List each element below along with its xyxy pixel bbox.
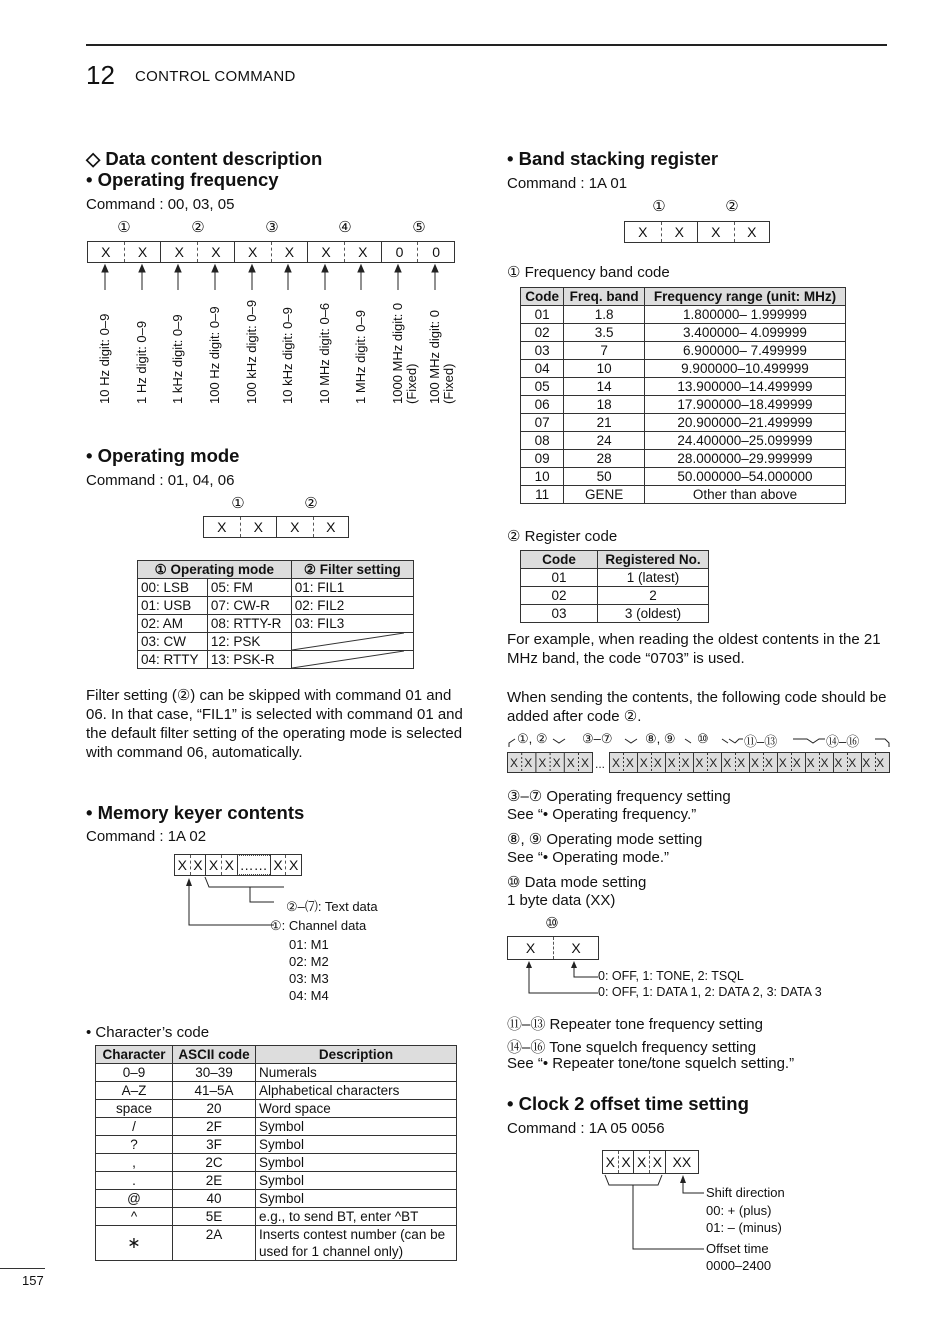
sequence-cell: X xyxy=(524,756,533,770)
cell: 01 xyxy=(521,306,564,324)
clock-cell: X xyxy=(618,1151,634,1173)
band-code-boxes xyxy=(624,221,770,243)
example-paragraph: For example, when reading the oldest contents in the 21 MHz band, the code “0703” is used. xyxy=(507,631,881,667)
filter-header: ② Filter setting xyxy=(291,561,413,579)
table-row xyxy=(521,306,846,324)
band-marker-2: ② xyxy=(725,198,739,215)
cell: 7 xyxy=(564,342,645,360)
cell: 21 xyxy=(564,414,645,432)
freq-label: 10 kHz digit: 0–9 xyxy=(280,307,295,404)
page-number-rule xyxy=(0,1268,45,1269)
column-header: Code xyxy=(521,551,598,569)
table-row xyxy=(138,615,414,633)
cell: ∗ xyxy=(96,1226,173,1261)
keyer-text-data: ②–⑺: Text data xyxy=(286,899,378,914)
cell: 9.900000–10.499999 xyxy=(644,360,845,378)
clock-cell: X xyxy=(633,1151,649,1173)
clock-cell: X xyxy=(605,1154,615,1170)
table-row xyxy=(96,1064,457,1082)
sequence-cell: X xyxy=(509,756,519,770)
cell: 2C xyxy=(173,1154,256,1172)
cell: Symbol xyxy=(256,1154,457,1172)
cell: 1.800000– 1.999999 xyxy=(644,306,845,324)
freq-cell: X xyxy=(101,244,111,260)
cell: 18 xyxy=(564,396,645,414)
table-row xyxy=(521,468,846,486)
cell: Alphabetical characters xyxy=(256,1082,457,1100)
freq-cell: X xyxy=(234,242,271,262)
seq-label: ①, ② xyxy=(517,731,548,746)
sequence-cell: X xyxy=(552,756,561,770)
seq-label: ⑭–⑯ xyxy=(826,734,860,749)
column-header: Description xyxy=(256,1046,457,1064)
sequence-cell: X xyxy=(792,756,801,770)
table-row xyxy=(138,633,414,651)
cell: Symbol xyxy=(256,1136,457,1154)
table-row xyxy=(521,486,846,504)
seq-label: ⑧, ⑨ xyxy=(645,731,676,746)
repeater-tone-text: ⑪–⑬ Repeater tone frequency setting xyxy=(507,1016,763,1033)
table-row xyxy=(96,1208,457,1226)
marker-5: ⑤ xyxy=(412,219,426,236)
freq-cell: 0 xyxy=(417,242,454,262)
cell: 04 xyxy=(521,360,564,378)
cell: 30–39 xyxy=(173,1064,256,1082)
keyer-cell: X xyxy=(177,857,187,873)
freq-label: 1 MHz digit: 0–9 xyxy=(353,310,368,404)
character-code-title: • Character’s code xyxy=(86,1024,210,1041)
sequence-cell: X xyxy=(639,756,648,770)
column-header: Frequency range (unit: MHz) xyxy=(644,288,845,306)
table-row xyxy=(521,360,846,378)
register-code-caption: ② Register code xyxy=(507,528,618,545)
sequence-cell: X xyxy=(764,756,773,770)
cell: 05 xyxy=(521,378,564,396)
table-row xyxy=(96,1136,457,1154)
freq-cell: X xyxy=(344,242,381,262)
freq-cell: X xyxy=(124,242,161,262)
shift-minus-label: 01: – (minus) xyxy=(706,1220,782,1235)
cell: 03: CW xyxy=(138,633,208,651)
cell: 20.900000–21.499999 xyxy=(644,414,845,432)
freq-label: 1 Hz digit: 0–9 xyxy=(134,320,149,404)
column-header: Registered No. xyxy=(598,551,709,569)
keyer-cell: X xyxy=(285,855,301,875)
cell: 01: FIL1 xyxy=(291,579,413,597)
memory-keyer-command: Command : 1A 02 xyxy=(86,828,207,845)
sending-paragraph: When sending the contents, the following code should be added after code ②. xyxy=(507,689,887,725)
table-row xyxy=(96,1100,457,1118)
mode-cell: X xyxy=(276,517,313,537)
table-row xyxy=(138,651,414,669)
filter-note: Filter setting (②) can be skipped with command 01 and 06. In that case, “FIL1” is selected with command 01 and the default filter setting of the operating mode is selected with command 06, automatically. xyxy=(86,687,463,761)
freq-label: 100 MHz digit: 0 (Fixed) xyxy=(427,310,456,404)
sequence-cell: X xyxy=(653,756,662,770)
table-row xyxy=(96,1226,457,1261)
svg-text:...: ... xyxy=(594,757,606,771)
clock-arrows xyxy=(602,1173,708,1253)
sequence-cell: X xyxy=(750,756,760,770)
table-row xyxy=(521,432,846,450)
cell: 06 xyxy=(521,396,564,414)
data-mode-line1: 0: OFF, 1: TONE, 2: TSQL xyxy=(598,969,744,983)
offset-time-label: Offset time xyxy=(706,1241,769,1256)
cell: 1.8 xyxy=(564,306,645,324)
mode-marker-1: ① xyxy=(231,495,245,512)
chapter-title: CONTROL COMMAND xyxy=(135,68,296,85)
cell: 2 xyxy=(598,587,709,605)
keyer-channel-data: ①: Channel data xyxy=(270,918,367,933)
sequence-cell: X xyxy=(723,756,732,770)
band-cell: X xyxy=(638,224,648,240)
cell: 41–5A xyxy=(173,1082,256,1100)
cell: 13.900000–14.499999 xyxy=(644,378,845,396)
band-cell: X xyxy=(661,222,698,242)
table-row xyxy=(96,1172,457,1190)
cell: 02: AM xyxy=(138,615,208,633)
band-stacking-title: • Band stacking register xyxy=(507,148,719,169)
offset-range-label: 0000–2400 xyxy=(706,1258,772,1273)
table-row xyxy=(96,1154,457,1172)
cell: e.g., to send BT, enter ^BT xyxy=(256,1208,457,1226)
cell: 2E xyxy=(173,1172,256,1190)
freq-cell: X xyxy=(197,242,234,262)
cell: 05: FM xyxy=(207,579,291,597)
column-header: Freq. band xyxy=(564,288,645,306)
data-mode-arrows xyxy=(520,959,600,997)
cell: 40 xyxy=(173,1190,256,1208)
cell: 3F xyxy=(173,1136,256,1154)
cell: 00: LSB xyxy=(138,579,208,597)
keyer-code-boxes xyxy=(174,854,302,876)
clock-cell: XX xyxy=(665,1151,698,1173)
cell: 02 xyxy=(521,587,598,605)
cell: / xyxy=(96,1118,173,1136)
sequence-cell: X xyxy=(566,756,575,770)
tone-squelch-text: ⑭–⑯ Tone squelch frequency setting xyxy=(507,1039,757,1056)
empty-cell xyxy=(291,633,413,651)
cell: 02 xyxy=(521,324,564,342)
cell: 07: CW-R xyxy=(207,597,291,615)
cell: 28 xyxy=(564,450,645,468)
keyer-cell: X xyxy=(270,855,286,875)
freq-label: 1 kHz digit: 0–9 xyxy=(170,314,185,404)
keyer-arrows xyxy=(174,875,284,935)
sequence-cell: X xyxy=(834,756,843,770)
keyer-cell: X xyxy=(205,855,221,875)
table-row xyxy=(521,396,846,414)
sequence-cell: X xyxy=(681,756,690,770)
cell: 24.400000–25.099999 xyxy=(644,432,845,450)
sequence-cell: X xyxy=(806,756,815,770)
table-row xyxy=(521,324,846,342)
operating-mode-table xyxy=(137,560,414,669)
shift-plus-label: 00: + (plus) xyxy=(706,1203,772,1218)
marker-4: ④ xyxy=(338,219,352,236)
cell: A–Z xyxy=(96,1082,173,1100)
frequency-band-table xyxy=(520,287,846,504)
desc-mode-head: ⑧, ⑨ Operating mode setting xyxy=(507,831,703,848)
table-row xyxy=(138,579,414,597)
mode-cell: X xyxy=(240,517,277,537)
column-header: ASCII code xyxy=(173,1046,256,1064)
desc-data-head: ⑩ Data mode setting xyxy=(507,874,647,891)
freq-label: 100 kHz digit: 0–9 xyxy=(244,299,259,404)
mode-code-boxes xyxy=(203,516,349,538)
cell: 14 xyxy=(564,378,645,396)
column-header: Code xyxy=(521,288,564,306)
sequence-cell: X xyxy=(778,756,787,770)
cell: 50.000000–54.000000 xyxy=(644,468,845,486)
table-row xyxy=(521,569,709,587)
band-stacking-command: Command : 1A 01 xyxy=(507,175,628,192)
cell: Inserts contest number (can be used for 1 channel only) xyxy=(256,1226,457,1261)
cell: 11 xyxy=(521,486,564,504)
table-row xyxy=(521,414,846,432)
sequence-boxes xyxy=(507,752,891,774)
cell: , xyxy=(96,1154,173,1172)
clock-offset-command: Command : 1A 05 0056 xyxy=(507,1120,665,1137)
memory-keyer-title: • Memory keyer contents xyxy=(86,802,305,823)
cell: space xyxy=(96,1100,173,1118)
clock-offset-title: • Clock 2 offset time setting xyxy=(507,1093,749,1114)
freq-cell: X xyxy=(307,242,344,262)
cell: 03 xyxy=(521,605,598,623)
cell: 50 xyxy=(564,468,645,486)
channel-item: 02: M2 xyxy=(289,954,329,969)
cell: Symbol xyxy=(256,1172,457,1190)
table-row xyxy=(521,605,709,623)
table-row xyxy=(521,378,846,396)
table-row xyxy=(96,1118,457,1136)
operating-frequency-title: • Operating frequency xyxy=(86,169,279,190)
table-row xyxy=(96,1190,457,1208)
chapter-number: 12 xyxy=(86,60,115,90)
cell: GENE xyxy=(564,486,645,504)
cell: Word space xyxy=(256,1100,457,1118)
freq-label: 10 MHz digit: 0–6 xyxy=(317,302,332,404)
data-mode-cell: X xyxy=(525,940,536,956)
cell: Other than above xyxy=(644,486,845,504)
seq-label: ③–⑦ xyxy=(582,731,613,746)
cell: 2A xyxy=(173,1226,256,1261)
frequency-band-caption: ① Frequency band code xyxy=(507,264,670,281)
desc-freq-sub: See “• Operating frequency.” xyxy=(507,806,697,823)
band-marker-1: ① xyxy=(652,198,666,215)
cell: Numerals xyxy=(256,1064,457,1082)
cell: 07 xyxy=(521,414,564,432)
cell: ? xyxy=(96,1136,173,1154)
cell: 17.900000–18.499999 xyxy=(644,396,845,414)
marker-3: ③ xyxy=(265,219,279,236)
sequence-cell: X xyxy=(737,756,746,770)
data-mode-cell: X xyxy=(553,937,598,959)
seq-label: ⑩ xyxy=(697,731,709,746)
cell: 08 xyxy=(521,432,564,450)
cell: 01 xyxy=(521,569,598,587)
cell: 02: FIL2 xyxy=(291,597,413,615)
cell: Symbol xyxy=(256,1190,457,1208)
cell: Symbol xyxy=(256,1118,457,1136)
band-cell: X xyxy=(734,222,770,242)
sequence-cell: X xyxy=(580,756,590,770)
marker-2: ② xyxy=(191,219,205,236)
cell: 28.000000–29.999999 xyxy=(644,450,845,468)
see-tone-text: See “• Repeater tone/tone squelch setting.” xyxy=(507,1055,795,1072)
freq-cell: 0 xyxy=(381,242,418,262)
cell: 08: RTTY-R xyxy=(207,615,291,633)
cell: 01: USB xyxy=(138,597,208,615)
cell: 04: RTTY xyxy=(138,651,208,669)
cell: . xyxy=(96,1172,173,1190)
operating-frequency-command: Command : 00, 03, 05 xyxy=(86,196,235,213)
table-row xyxy=(96,1082,457,1100)
channel-item: 03: M3 xyxy=(289,971,329,986)
character-code-table xyxy=(95,1045,457,1261)
page-number: 157 xyxy=(22,1273,44,1288)
cell: 03 xyxy=(521,342,564,360)
operating-mode-title: • Operating mode xyxy=(86,445,240,466)
sequence-cell: X xyxy=(611,756,621,770)
freq-cell: X xyxy=(160,242,197,262)
sequence-cell: X xyxy=(848,756,857,770)
band-cell: X xyxy=(697,222,734,242)
mode-cell: X xyxy=(217,519,227,535)
frequency-arrows xyxy=(87,262,457,292)
section-title: ◇ Data content description xyxy=(86,148,323,169)
mode-marker-2: ② xyxy=(304,495,318,512)
table-row xyxy=(521,450,846,468)
sequence-cell: X xyxy=(820,756,829,770)
cell: 6.900000– 7.499999 xyxy=(644,342,845,360)
freq-label: 10 Hz digit: 0–9 xyxy=(97,313,112,404)
cell: 0–9 xyxy=(96,1064,173,1082)
frequency-code-boxes xyxy=(87,241,455,263)
cell: 12: PSK xyxy=(207,633,291,651)
cell: ^ xyxy=(96,1208,173,1226)
sequence-cell: X xyxy=(876,756,885,770)
empty-cell xyxy=(291,651,413,669)
cell: 3.400000– 4.099999 xyxy=(644,324,845,342)
cell: 1 (latest) xyxy=(598,569,709,587)
data-mode-boxes xyxy=(507,936,599,960)
cell: @ xyxy=(96,1190,173,1208)
channel-item: 01: M1 xyxy=(289,937,329,952)
cell: 09 xyxy=(521,450,564,468)
cell: 10 xyxy=(521,468,564,486)
sequence-cell: X xyxy=(538,756,547,770)
data-mode-marker: ⑩ xyxy=(545,915,559,932)
cell: 5E xyxy=(173,1208,256,1226)
channel-item: 04: M4 xyxy=(289,988,329,1003)
cell: 13: PSK-R xyxy=(207,651,291,669)
desc-data-sub: 1 byte data (XX) xyxy=(507,892,616,909)
keyer-cell: X xyxy=(221,855,237,875)
header-rule xyxy=(86,44,887,46)
shift-direction-label: Shift direction xyxy=(706,1185,785,1200)
keyer-cell: X xyxy=(190,855,206,875)
column-header: Character xyxy=(96,1046,173,1064)
sequence-cell: X xyxy=(709,756,718,770)
cell: 20 xyxy=(173,1100,256,1118)
table-row xyxy=(521,342,846,360)
data-mode-line2: 0: OFF, 1: DATA 1, 2: DATA 2, 3: DATA 3 xyxy=(598,985,822,999)
register-code-table xyxy=(520,550,709,623)
marker-1: ① xyxy=(117,219,131,236)
table-row xyxy=(138,597,414,615)
cell: 03: FIL3 xyxy=(291,615,413,633)
operating-mode-command: Command : 01, 04, 06 xyxy=(86,472,235,489)
keyer-channel-list xyxy=(289,936,329,1004)
freq-label: 100 Hz digit: 0–9 xyxy=(207,306,222,404)
sequence-cell: X xyxy=(862,756,871,770)
desc-freq-head: ③–⑦ Operating frequency setting xyxy=(507,788,731,805)
table-row xyxy=(521,587,709,605)
cell: 10 xyxy=(564,360,645,378)
sequence-cell: X xyxy=(695,756,704,770)
cell: 2F xyxy=(173,1118,256,1136)
cell: 24 xyxy=(564,432,645,450)
keyer-cell: …… xyxy=(237,855,270,875)
mode-header: ① Operating mode xyxy=(138,561,292,579)
seq-label: ⑪–⑬ xyxy=(744,734,778,749)
cell: 3.5 xyxy=(564,324,645,342)
clock-cell: X xyxy=(649,1151,665,1173)
desc-mode-sub: See “• Operating mode.” xyxy=(507,849,669,866)
mode-cell: X xyxy=(313,517,349,537)
freq-cell: X xyxy=(271,242,308,262)
sequence-cell: X xyxy=(625,756,634,770)
cell: 3 (oldest) xyxy=(598,605,709,623)
freq-label: 1000 MHz digit: 0 (Fixed) xyxy=(390,302,419,404)
sequence-cell: X xyxy=(667,756,676,770)
clock-code-boxes xyxy=(602,1150,699,1174)
